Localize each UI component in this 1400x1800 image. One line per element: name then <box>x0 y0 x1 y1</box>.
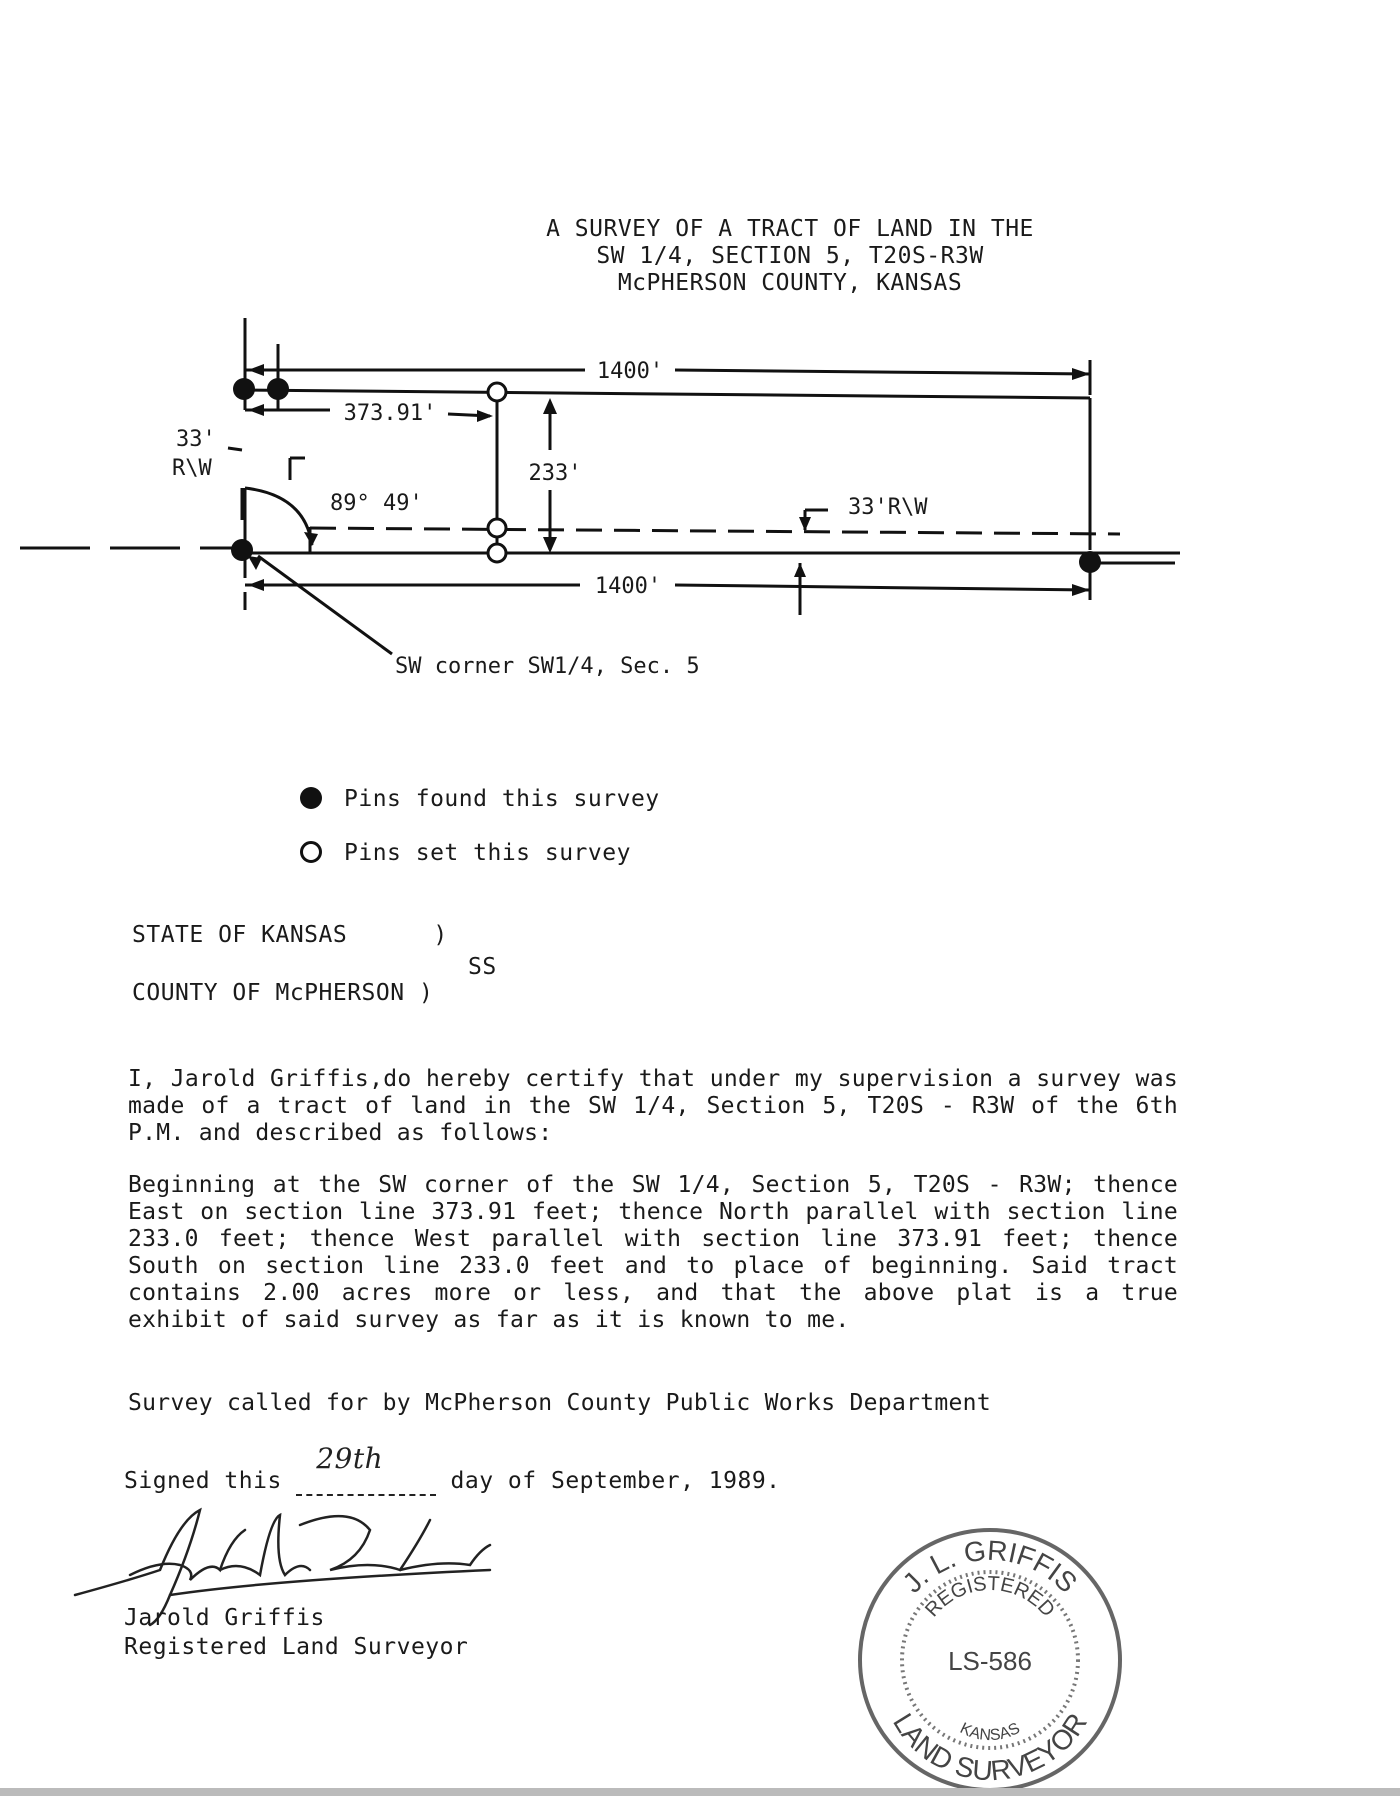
seal-name: J. L. GRIFFIS <box>896 1534 1084 1599</box>
signed-line: Signed this 29th day of September, 1989. <box>124 1442 781 1494</box>
surveyor-seal <box>850 1520 1130 1800</box>
day-blank <box>296 1442 436 1496</box>
height-dimension-label: 233' <box>528 461 582 486</box>
left-rw-label-2: R\W <box>172 456 212 481</box>
title-line-1: A SURVEY OF A TRACT OF LAND IN THE <box>546 216 1034 242</box>
pin-set-icon <box>300 841 322 863</box>
rw-dashed-line <box>310 528 1120 534</box>
seal-bottom: LAND SURVEYOR <box>887 1707 1093 1787</box>
seal-state: KANSAS <box>957 1719 1023 1745</box>
survey-requester: Survey called for by McPherson County Public Works Department <box>128 1390 991 1416</box>
legend-found <box>300 786 660 812</box>
scan-edge <box>0 1788 1400 1796</box>
signed-day: 29th <box>316 1442 384 1475</box>
bottom-dim-right <box>675 585 1090 590</box>
left-rw-leader <box>228 448 242 450</box>
seal-registered: REGISTERED <box>921 1572 1059 1622</box>
angle-label: 89° 49' <box>330 491 423 516</box>
corner-label: SW corner SW1/4, Sec. 5 <box>395 654 700 679</box>
legend-set <box>300 840 631 866</box>
pin-set-icon <box>488 544 506 562</box>
corner-leader <box>258 556 392 654</box>
survey-plat <box>0 0 1400 700</box>
title-line-3: McPHERSON COUNTY, KANSAS <box>617 270 963 296</box>
venue-state: STATE OF KANSAS ) <box>132 922 448 948</box>
west-dimension-label: 373.91' <box>343 401 437 426</box>
left-rw-label-1: 33' <box>176 427 216 452</box>
bottom-dimension-label: 1400' <box>594 574 662 599</box>
seal-number: LS-586 <box>948 1646 1032 1676</box>
legend-set-label: Pins set this survey <box>344 840 631 866</box>
pin-set-icon <box>488 519 506 537</box>
legal-description: Beginning at the SW corner of the SW 1/4, Section 5, T20S - R3W; thence East on section line 373.91 feet; thence North parallel with section line 233.0 feet; thence West parallel with section line 373.91 feet; thence South on section line 233.0 feet and to place of beginning. Said tract contains 2.00 acres more or less, and that the above plat is a true exhibit of said survey as far as it is known to me. <box>128 1172 1178 1333</box>
pin-found-icon <box>233 378 255 400</box>
surveyor-title: Registered Land Surveyor <box>124 1634 469 1660</box>
angle-arc <box>245 488 312 545</box>
top-dim-line-right <box>675 370 1090 374</box>
venue-county: COUNTY OF McPHERSON ) <box>132 980 434 1006</box>
pin-found-icon <box>231 539 253 561</box>
north-boundary-line <box>245 390 1090 398</box>
right-rw-label: 33'R\W <box>848 495 928 520</box>
certification-paragraph: I, Jarold Griffis,do hereby certify that under my supervision a survey was made of a tract of land in the SW 1/4, Section 5, T20S - R3W of the 6th P.M. and described as follows: <box>128 1066 1178 1146</box>
pin-set-icon <box>488 383 506 401</box>
pin-found-icon <box>267 378 289 400</box>
legend-found-label: Pins found this survey <box>344 786 660 812</box>
surveyor-name: Jarold Griffis <box>124 1605 325 1631</box>
pin-found-icon <box>300 787 322 809</box>
title-line-2: SW 1/4, SECTION 5, T20S-R3W <box>596 243 984 269</box>
pin-found-icon <box>1079 551 1101 573</box>
surveyor-block <box>124 1604 468 1662</box>
venue-ss: SS <box>468 954 497 980</box>
arrowheads <box>248 364 1090 596</box>
top-dimension-label: 1400' <box>596 359 664 384</box>
